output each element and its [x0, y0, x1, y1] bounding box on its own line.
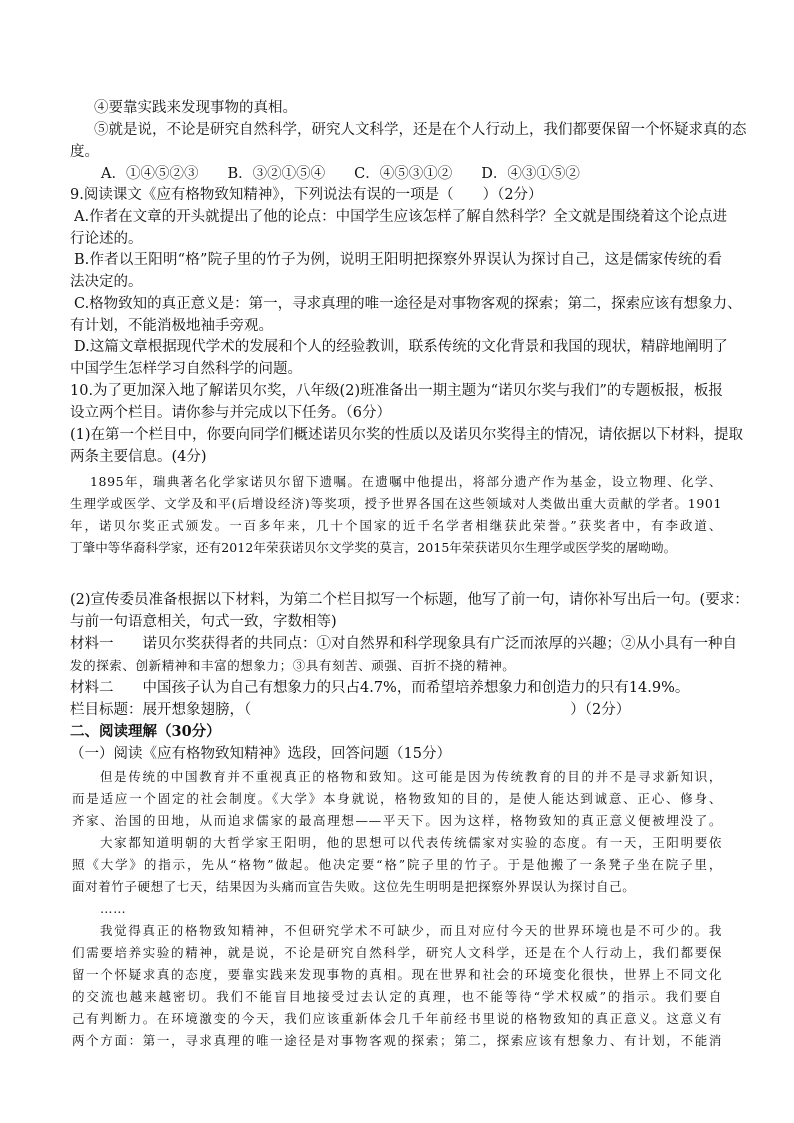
passage-line: 大家都知道明朝的大哲学家王阳明，他的思想可以代表传统儒家对实验的态度。有一天，王阳明要依 [100, 835, 722, 850]
passage-line: 的交流也越来越密切。我们不能盲目地接受过去认定的真理，也不能等待“学术权威”的指示。我们要自 [72, 989, 722, 1004]
nobel-material-line: 丁肇中等华裔科学家，还有2012年荣获诺贝尔文学奖的莫言，2015年荣获诺贝尔生理学或医学奖的屠呦呦。 [70, 540, 677, 555]
q9-option-d: D.这篇文章根据现代学术的发展和个人的经验教训，联系传统的文化背景和我国的现状，精辟地阐明了 [74, 339, 728, 355]
material-two: 材料二 中国孩子认为自己有想象力的只占4.7%，而希望培养想象力和创造力的只有14.9%。 [70, 680, 690, 696]
q9-option-c: C.格物致知的真正意义是：第一，寻求真理的唯一途径是对事物客观的探索；第二，探索应该有想象力、 [74, 296, 742, 312]
q9-option-d-cont: 中国学生怎样学习自然科学的问题。 [70, 361, 302, 377]
nobel-material-line: 年，诺贝尔奖正式颁发。一百多年来，几十个国家的近千名学者相继获此荣誉。”获奖者中，有李政道、 [70, 518, 722, 533]
q9-option-a-cont: 行论述的。 [70, 231, 143, 247]
q9-option-a: A.作者在文章的开头就提出了他的论点：中国学生应该怎样了解自然科学？全文就是围绕着这个论点进 [74, 209, 728, 225]
q8-options: A．①④⑤②③ B．③②①⑤④ C．④⑤③①② D．④③①⑤② [101, 166, 580, 182]
q10-stem-cont: 设立两个栏目。请你参与并完成以下任务。（6分） [70, 405, 391, 421]
passage-line: 们需要培养实验的精神，就是说，不论是研究自然科学，研究人文科学，还是在个人行动上，我们都要保 [72, 945, 722, 960]
passage-line: 但是传统的中国教育并不重视真正的格物和致知。这可能是因为传统教育的目的并不是寻求新知识， [100, 769, 722, 784]
subsection-heading: （一）阅读《应有格物致知精神》选段，回答问题（15分） [70, 746, 451, 762]
q10-part2: (2)宣传委员准备根据以下材料，为第二个栏目拟写一个标题，他写了前一句，请你补写出后一句。(要求： [70, 592, 749, 608]
sentence-4: ④要靠实践来发现事物的真相。 [94, 100, 297, 116]
sentence-5: ⑤就是说，不论是研究自然科学，研究人文科学，还是在个人行动上，我们都要保留一个怀疑求真的态 [94, 122, 747, 138]
passage-line: 面对着竹子硬想了七天，结果因为头痛而宣告失败。这位先生明明是把探察外界误认为探讨自己。 [72, 879, 636, 894]
passage-line: 留一个怀疑求真的态度，要靠实践来发现事物的真相。现在世界和社会的环境变化很快，世界上不同文化 [72, 967, 722, 982]
passage-line: 两个方面：第一，寻求真理的唯一途径是对事物客观的探索；第二，探索应该有想象力、有计划，不能消 [72, 1033, 722, 1048]
q10-part2-cont: 与前一句语意相关，句式一致，字数相等) [70, 614, 337, 630]
q9-option-b: B.作者以王阳明“格”院子里的竹子为例，说明王阳明把探察外界误认为探讨自己，这是儒家传统的看 [74, 252, 722, 268]
material-one: 材料一 诺贝尔奖获得者的共同点：①对自然界和科学现象具有广泛而浓厚的兴趣；②从小具有一种自 [70, 636, 737, 652]
section-heading: 二、阅读理解（30分） [70, 723, 221, 740]
nobel-material-line: 生理学或医学、文学及和平(后增设经济)等奖项，授予世界各国在这些领域对人类做出重大贡献的学者。1901 [70, 496, 722, 511]
q9-option-b-cont: 法决定的。 [70, 274, 143, 290]
q9-option-c-cont: 有计划，不能消极地袖手旁观。 [70, 318, 273, 334]
q10-part1-cont: 两条主要信息。(4分) [70, 449, 207, 465]
passage-line: 而是适应一个固定的社会制度。《大学》本身就说，格物致知的目的，是使人能达到诚意、正心、修身、 [72, 791, 722, 806]
q10-part1: (1)在第一个栏目中，你要向同学们概述诺贝尔奖的性质以及诺贝尔奖得主的情况，请依据以下材料，提取 [70, 427, 744, 443]
sentence-5-cont: 度。 [70, 144, 99, 160]
q9-stem: 9.阅读课文《应有格物致知精神》，下列说法有误的一项是（ ）（2分） [70, 187, 543, 203]
passage-line: 我觉得真正的格物致知精神，不但研究学术不可缺少，而且对应付今天的世界环境也是不可少的。我 [100, 923, 722, 938]
material-one-cont: 发的探索、创新精神和丰富的想象力；③具有刻苦、顽强、百折不挠的精神。 [70, 658, 516, 673]
passage-line: 齐家、治国的田地，从而追求儒家的最高理想——平天下。因为这样，格物致知的真正意义便被埋没了。 [72, 813, 722, 828]
column-title-blank: 栏目标题：展开想象翅膀，（ ）（2分） [70, 702, 631, 718]
passage-line: 照《大学》的指示，先从“格物”做起。他决定要“格”院子里的竹子。于是他搬了一条凳子坐在院子里， [72, 857, 722, 872]
nobel-material-line: 1895年，瑞典著名化学家诺贝尔留下遗嘱。在遗嘱中他提出，将部分遗产作为基金，设立物理、化学、 [90, 474, 722, 489]
q10-stem: 10.为了更加深入地了解诺贝尔奖，八年级(2)班准备出一期主题为“诺贝尔奖与我们”的专题板报，板报 [70, 383, 723, 399]
passage-ellipsis: …… [100, 901, 127, 916]
passage-line: 己有判断力。在环境激变的今天，我们应该重新体会几千年前经书里说的格物致知的真正意义。这意义有 [72, 1011, 722, 1026]
